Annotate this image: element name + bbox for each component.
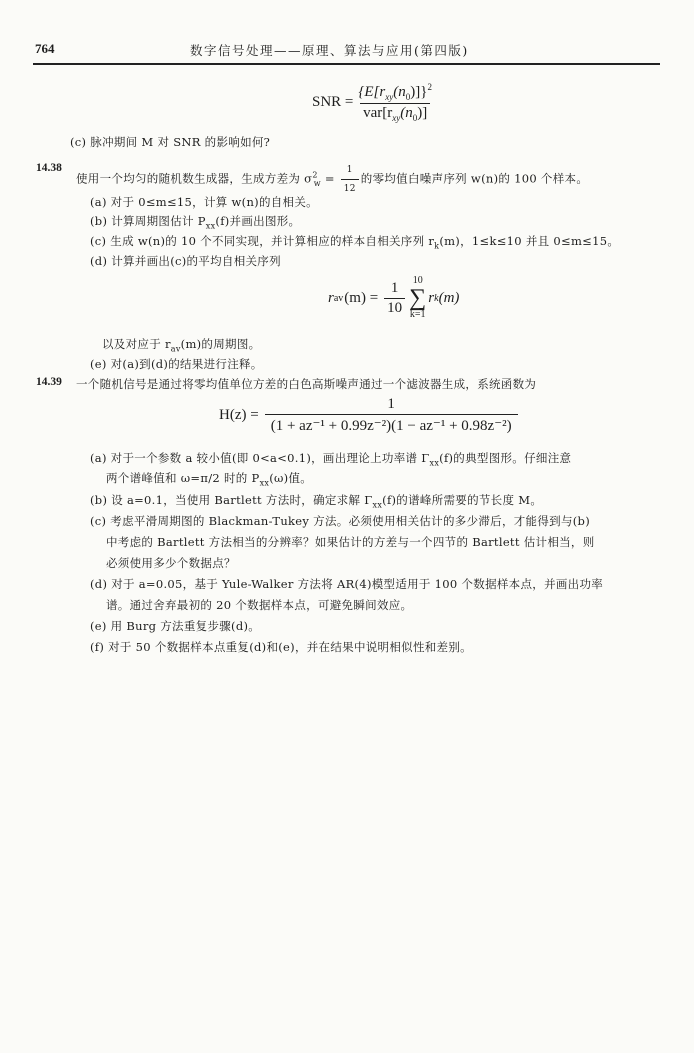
problem-14-39-c3: 必须使用多少个数据点？ [106, 556, 236, 570]
snr-denominator: $var[r_{xy}(n_0)]$ [360, 103, 430, 123]
header-rule [33, 63, 660, 65]
problem-14-39-b: (b) 设 a=0.1，当使用 Bartlett 方法时，确定求解 $\Gamma_{xx}(f)$的谱峰所需要的节长度 M。 [90, 493, 543, 510]
problem-14-38-after: 以及对应于 $r_{av}(m)$的周期图。 [102, 337, 261, 354]
ravg-fraction: $\frac{1}{10}$ [384, 280, 405, 317]
problem-number-14-38: 14.38 [36, 162, 62, 174]
problem-14-39-d1: (d) 对于 a=0.05，基于 Yule-Walker 方法将 AR(4)模型适用于 100 个数据样本点，并画出功率 [90, 577, 604, 591]
running-title: 数字信号处理——原理、算法与应用(第四版) [190, 43, 469, 58]
problem-14-39-d2: 谱。通过舍弃最初的 20 个数据样本点，可避免瞬间效应。 [106, 598, 413, 612]
problem-14-38-intro: 使用一个均匀的随机数生成器，生成方差为 $\sigma^2_w$ = $\frac{1}{12}$ 的零均值白噪声序列 w(n)的 100 个样本。 [76, 162, 588, 197]
transfer-function: H(z) = $\frac{1}{\text{(1 + az⁻¹ + 0.99z⁻²)(1 − az⁻¹ + 0.98z⁻²)}}$ [219, 396, 520, 435]
problem-14-39-intro: 一个随机信号是通过将零均值单位方差的白色高斯噪声通过一个滤波器生成，系统函数为 [76, 377, 537, 391]
ravg-equation: r av (m) = $\frac{1}{10}$ 10 ∑ k=1 r k (m) [328, 275, 460, 320]
problem-14-39-c2: 中考虑的 Bartlett 方法相当的分辨率？如果估计的方差与一个四节的 Bartlett 估计相当，则 [106, 535, 595, 549]
problem-14-39-c1: (c) 考虑平滑周期图的 Blackman-Tukey 方法。必须使用相关估计的多少滞后，才能得到与(b) [90, 514, 590, 528]
snr-fraction [355, 82, 435, 123]
snr-numerator: $\{E[r_{xy}(n_0)]\}^2$ [358, 82, 432, 102]
problem-number-14-39: 14.39 [36, 376, 62, 388]
problem-14-38-a: (a) 对于 0≤m≤15，计算 w(n)的自相关。 [90, 195, 318, 209]
problem-14-38-e: (e) 对(a)到(d)的结果进行注释。 [90, 357, 263, 371]
sigma-symbol: 10 ∑ k=1 [409, 275, 427, 320]
problem-14-39-e: (e) 用 Burg 方法重复步骤(d)。 [90, 619, 261, 633]
problem-14-39-a2: 两个谱峰值和 ω=π/2 时的 $P_{xx}(\omega)$值。 [106, 471, 313, 488]
prev-item-c: (c) 脉冲期间 M 对 SNR 的影响如何? [70, 135, 271, 149]
problem-14-38-d: (d) 计算并画出(c)的平均自相关序列 [90, 254, 281, 268]
problem-14-39-f: (f) 对于 50 个数据样本点重复(d)和(e)，并在结果中说明相似性和差别。 [90, 640, 472, 654]
problem-14-38-c: (c) 生成 w(n)的 10 个不同实现，并计算相应的样本自相关序列 $r_k(m)$，1≤k≤10 并且 0≤m≤15。 [90, 234, 620, 251]
page-number: 764 [35, 41, 55, 56]
problem-14-38-b: (b) 计算周期图估计 $P_{xx}(f)$并画出图形。 [90, 214, 301, 231]
transfer-fraction: $\frac{1}{\text{(1 + az⁻¹ + 0.99z⁻²)(1 − az⁻¹ + 0.98z⁻²)}}$ [265, 396, 518, 435]
problem-14-39-a1: (a) 对于一个参数 a 较小值(即 0<a<0.1)，画出理论上功率谱 $\Gamma_{xx}(f)$的典型图形。仔细注意 [90, 451, 572, 468]
snr-lhs: SNR = [312, 94, 354, 110]
snr-equation [312, 82, 437, 123]
